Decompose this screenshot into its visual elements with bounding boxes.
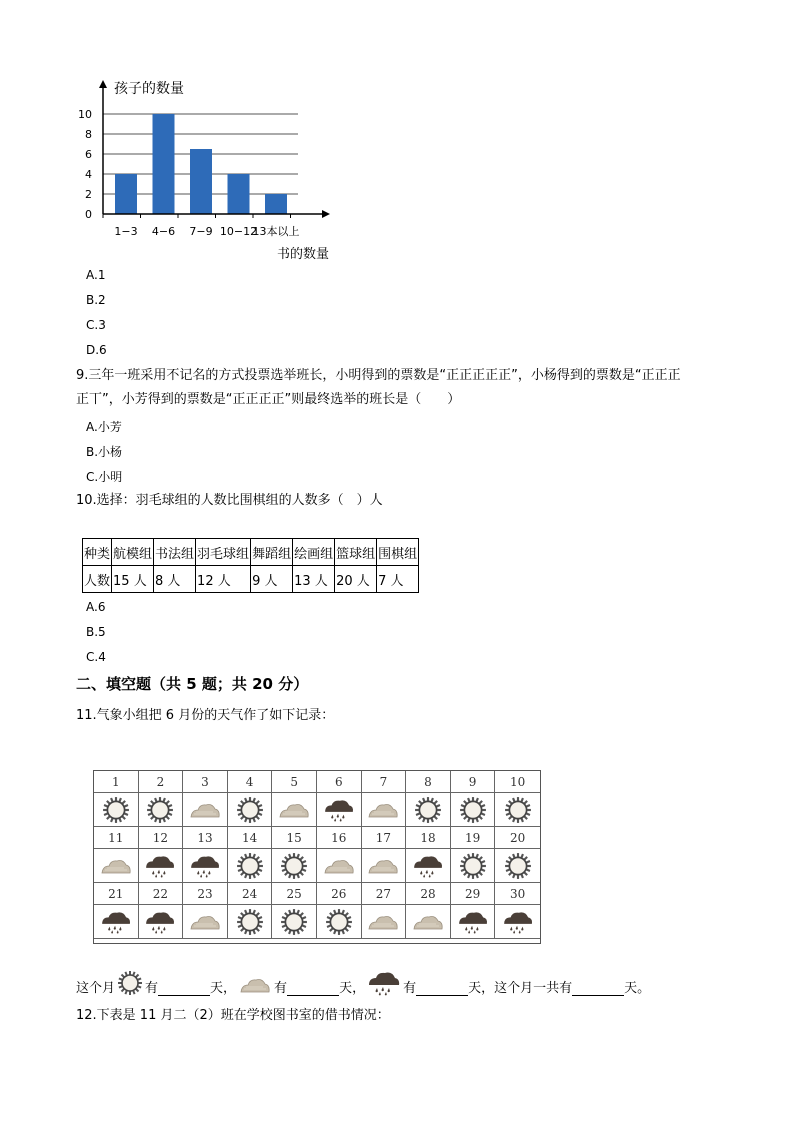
q9-text-line2: 正丅”，小芳得到的票数是“正正正正”则最终选举的班长是（ ）	[76, 392, 461, 407]
sun-icon	[495, 793, 540, 827]
y-tick-label: 8	[85, 128, 92, 141]
day-number: 28	[406, 883, 451, 905]
sun-icon	[451, 849, 496, 883]
day-number: 24	[228, 883, 273, 905]
rain-icon	[183, 849, 228, 883]
day-number: 30	[495, 883, 540, 905]
q9-text-line1: 9.三年一班采用不记名的方式投票选举班长，小明得到的票数是“正正正正正”，小杨得到的票数是“正正正	[76, 368, 681, 383]
x-axis-label: 书的数量	[277, 247, 330, 262]
rain-icon	[94, 905, 139, 939]
table-row	[83, 566, 419, 593]
bar	[190, 149, 212, 214]
fill-tian-3: 天，这个月一共有	[468, 981, 573, 996]
section-heading: 二、填空题（共 5 题；共 20 分）	[76, 675, 309, 693]
table-cell: 书法组	[154, 539, 196, 566]
x-axis-arrow	[322, 210, 330, 218]
table-cell: 15 人	[112, 566, 154, 593]
table-cell: 羽毛球组	[196, 539, 251, 566]
table-cell: 航模组	[112, 539, 154, 566]
y-tick-label: 0	[85, 208, 92, 221]
cloud-icon	[406, 905, 451, 939]
y-tick-label: 2	[85, 188, 92, 201]
fill-tian-1: 天，	[210, 981, 237, 996]
cloud-icon	[317, 849, 362, 883]
q10-option-c[interactable]: C.4	[86, 650, 106, 664]
x-tick-label: 13本以上	[252, 225, 300, 238]
table-cell: 7 人	[377, 566, 419, 593]
day-number: 27	[362, 883, 407, 905]
blank-rainy[interactable]	[416, 981, 468, 996]
table-cell: 篮球组	[335, 539, 377, 566]
day-number: 23	[183, 883, 228, 905]
table-cell: 8 人	[154, 566, 196, 593]
rain-icon	[495, 905, 540, 939]
day-number: 12	[139, 827, 184, 849]
y-axis-label: 孩子的数量	[114, 81, 184, 97]
bar-chart	[76, 74, 366, 270]
blank-sunny[interactable]	[158, 981, 210, 996]
fill-prefix: 这个月	[76, 981, 116, 996]
cloud-icon	[362, 905, 407, 939]
day-number: 2	[139, 771, 184, 793]
day-number: 9	[451, 771, 496, 793]
q8-option-c[interactable]: C.3	[86, 318, 106, 332]
sun-icon	[139, 793, 184, 827]
table-cell: 舞蹈组	[251, 539, 293, 566]
cloud-icon	[183, 793, 228, 827]
rain-icon	[139, 849, 184, 883]
x-tick-label: 7−9	[189, 225, 213, 238]
sun-icon	[495, 849, 540, 883]
q11-fill-line	[76, 970, 650, 996]
day-number: 26	[317, 883, 362, 905]
day-number: 19	[451, 827, 496, 849]
q10-text: 10.选择：羽毛球组的人数比围棋组的人数多（ ）人	[76, 493, 383, 508]
day-number: 11	[94, 827, 139, 849]
q12-text: 12.下表是 11 月二（2）班在学校图书室的借书情况：	[76, 1008, 390, 1023]
day-number: 3	[183, 771, 228, 793]
fill-you-3: 有	[403, 981, 417, 996]
q9-option-a[interactable]: A.小芳	[86, 420, 122, 434]
day-number: 7	[362, 771, 407, 793]
sun-icon	[317, 905, 362, 939]
sun-icon	[272, 849, 317, 883]
sun-icon	[272, 905, 317, 939]
q9-option-b[interactable]: B.小杨	[86, 445, 123, 459]
cloud-icon	[94, 849, 139, 883]
day-number: 25	[272, 883, 317, 905]
cloud-icon	[362, 793, 407, 827]
day-number: 16	[317, 827, 362, 849]
fill-tian-4: 天。	[624, 981, 651, 996]
day-number: 13	[183, 827, 228, 849]
x-tick-label: 4−6	[151, 225, 176, 238]
day-number: 21	[94, 883, 139, 905]
cloud-icon	[362, 849, 407, 883]
day-number: 29	[451, 883, 496, 905]
y-tick-label: 10	[78, 108, 92, 121]
table-row	[83, 539, 419, 566]
sun-icon	[117, 970, 143, 996]
blank-cloudy[interactable]	[287, 981, 339, 996]
day-number: 6	[317, 771, 362, 793]
x-tick-label: 1−3	[114, 225, 138, 238]
sun-icon	[94, 793, 139, 827]
day-number: 22	[139, 883, 184, 905]
q8-option-d[interactable]: D.6	[86, 343, 107, 357]
sun-icon	[228, 793, 273, 827]
sun-icon	[228, 905, 273, 939]
day-number: 4	[228, 771, 273, 793]
table-cell: 人数	[83, 566, 112, 593]
table-cell: 20 人	[335, 566, 377, 593]
y-tick-label: 4	[85, 168, 92, 181]
day-number: 18	[406, 827, 451, 849]
rain-icon	[451, 905, 496, 939]
table-cell: 绘画组	[293, 539, 335, 566]
day-number: 1	[94, 771, 139, 793]
day-number: 20	[495, 827, 540, 849]
group-table	[82, 538, 419, 593]
day-number: 5	[272, 771, 317, 793]
table-cell: 12 人	[196, 566, 251, 593]
fill-you-2: 有	[274, 981, 288, 996]
y-axis-arrow	[99, 80, 107, 88]
day-number: 15	[272, 827, 317, 849]
sun-icon	[228, 849, 273, 883]
q10-option-b[interactable]: B.5	[86, 625, 106, 639]
cloud-icon	[183, 905, 228, 939]
rain-icon	[139, 905, 184, 939]
rain-icon	[367, 970, 401, 996]
bar	[115, 174, 137, 214]
sun-icon	[406, 793, 451, 827]
bar	[153, 114, 175, 214]
table-cell: 9 人	[251, 566, 293, 593]
day-number: 17	[362, 827, 407, 849]
x-tick-label: 10−12	[219, 225, 258, 238]
table-cell: 13 人	[293, 566, 335, 593]
table-cell: 围棋组	[377, 539, 419, 566]
fill-tian-2: 天，	[339, 981, 366, 996]
sun-icon	[451, 793, 496, 827]
table-cell: 种类	[83, 539, 112, 566]
day-number: 8	[406, 771, 451, 793]
q11-text: 11.气象小组把 6 月份的天气作了如下记录：	[76, 708, 335, 723]
q9-option-c[interactable]: C.小明	[86, 470, 123, 484]
q8-option-b[interactable]: B.2	[86, 293, 106, 307]
day-number: 10	[495, 771, 540, 793]
q10-option-a[interactable]: A.6	[86, 600, 106, 614]
bar	[265, 194, 287, 214]
fill-you-1: 有	[145, 981, 159, 996]
rain-icon	[406, 849, 451, 883]
day-number: 14	[228, 827, 273, 849]
weather-calendar	[93, 770, 541, 944]
rain-icon	[317, 793, 362, 827]
bar	[228, 174, 250, 214]
cloud-icon	[238, 974, 272, 996]
y-tick-label: 6	[85, 148, 92, 161]
q8-option-a[interactable]: A.1	[86, 268, 106, 282]
cloud-icon	[272, 793, 317, 827]
blank-total[interactable]	[572, 981, 624, 996]
